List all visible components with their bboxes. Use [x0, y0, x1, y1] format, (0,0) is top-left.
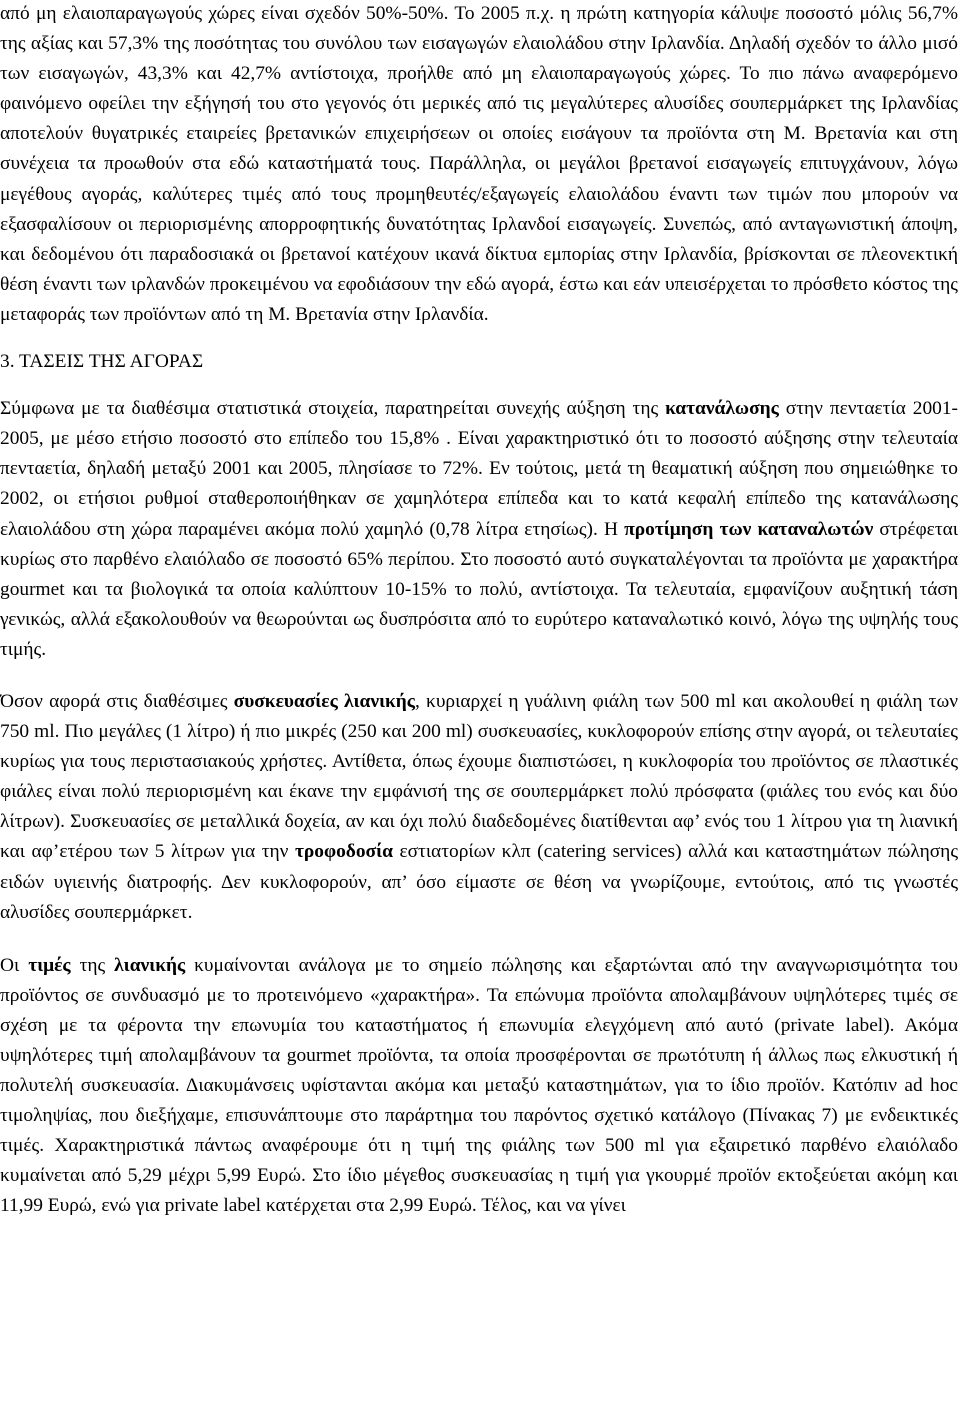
bold-term-consumer-preference: προτίμηση των καταναλωτών [624, 518, 874, 540]
bold-term-catering-supply: τροφοδοσία [294, 841, 393, 863]
paragraph-text: κυμαίνονται ανάλογα με το σημείο πώλησης και εξαρτώνται από την αναγνωρισιμότητα του προϊόντος σε συνδυασμό με το προτεινόμενο «χαρακτήρα». Τα επώνυμα προϊόντα απολαμβάνουν υψηλότερες τιμές σε σχέση με τα φέροντα την επωνυμία του καταστήματος ή επωνυμία ελεγχόμενη από αυτό (private label). Ακόμα υψηλότερες τιμή απολαμβάνουν τα gourmet προϊόντα, τα οποία προσφέρονται σε πρωτότυπη ή άλλως πως ελκυστική ή πολυτελή συσκευασία. Διακυμάνσεις υφίστανται ακόμα και μεταξύ καταστημάτων, για το ίδιο προϊόν. Κατόπιν ad hoc τιμοληψίας, που διεξήχαμε, επισυνάπτουμε στο παράρτημα του παρόντος σχετικό κατάλογο (Πίνακας 7) με ενδεικτικές τιμές. Χαρακτηριστικά πάντως αναφέρουμε ότι η τιμή της φιάλης των 500 ml για εξαιρετικό παρθένο ελαιόλαδο κυμαίνεται από 5,29 μέχρι 5,99 Ευρώ. Στο ίδιο μέγεθος συσκευασίας η τιμή για γκουρμέ προϊόν εκτοξεύεται ακόμη και 11,99 Ευρώ, ενώ για private label κατέρχεται στα 2,99 Ευρώ. Τέλος, και να γίνει [0, 954, 958, 1217]
paragraph-text: Όσον αφορά στις διαθέσιμες [0, 690, 234, 712]
paragraph-imports [0, 0, 958, 330]
paragraph-consumption [0, 394, 958, 665]
paragraph-packaging [0, 687, 958, 928]
bold-term-prices: τιμές [28, 954, 71, 976]
paragraph-text: στρέφεται κυρίως στο παρθένο ελαιόλαδο σε ποσοστό 65% περίπου. Στο ποσοστό αυτό συγκαταλέγονται τα προϊόντα με χαρακτήρα gourmet και τα βιολογικά τα οποία καλύπτουν 10-15% το πολύ, αντίστοιχα. Τα τελευταία, εμφανίζουν αυξητική τάση γενικώς, αλλά εξακολουθούν να θεωρούνται ως δυσπρόσιτα από το ευρύτερο καταναλωτικό κοινό, λόγω της υψηλής τους τιμής. [0, 518, 958, 660]
bold-term-retail: λιανικής [114, 954, 186, 976]
paragraph-text: Σύμφωνα με τα διαθέσιμα στατιστικά στοιχεία, παρατηρείται συνεχής αύξηση της [0, 398, 666, 420]
bold-term-retail-packaging: συσκευασίες λιανικής [233, 690, 415, 712]
paragraph-text: της [70, 954, 115, 976]
paragraph-text: εστιατορίων κλπ (catering services) αλλά και καταστημάτων πώλησης ειδών υγιεινής διατροφής. Δεν κυκλοφορούν, απ’ όσο είμαστε σε θέση να γνωρίζουμε, εντούτοις, από τις γνωστές αλυσίδες σουπερμάρκετ. [0, 841, 958, 923]
paragraph-prices [0, 951, 958, 1222]
paragraph-text: Οι [0, 954, 29, 976]
paragraph-text: στην πενταετία 2001-2005, με μέσο ετήσιο ποσοστό στο επίπεδο του 15,8% . Είναι χαρακτηριστικό ότι το ποσοστό αύξησης στην τελευταία πενταετία, δηλαδή μεταξύ 2001 και 2005, πλησίασε το 72%. Εν τούτοις, μετά τη θεαματική αύξηση που σημειώθηκε το 2002, οι ετήσιοι ρυθμοί σταθεροποιήθηκαν σε χαμηλότερα επίπεδα και το κατά κεφαλή επίπεδο της κατανάλωσης ελαιολάδου στη χώρα παραμένει ακόμα πολύ χαμηλό (0,78 λίτρα ετησίως). Η [0, 398, 958, 540]
bold-term-consumption: κατανάλωσης [665, 398, 779, 420]
section-heading: 3. ΤΑΣΕΙΣ ΤΗΣ ΑΓΟΡΑΣ [0, 351, 204, 373]
paragraph-text: , κυριαρχεί η γυάλινη φιάλη των 500 ml και ακολουθεί η φιάλη των 750 ml. Πιο μεγάλες (1 λίτρο) ή πιο μικρές (250 και 200 ml) συσκευασίες, κυκλοφορούν επίσης στην αγορά, οι τελευταίες κυρίως για τους περιστασιακούς χρήστες. Αντίθετα, όπως έχουμε διαπιστώσει, η κυκλοφορία του προϊόντος σε πλαστικές φιάλες είναι πολύ περιορισμένη και έκανε την εμφάνισή της σε σουπερμάρκετ πολύ πρόσφατα (φιάλες του ενός και δύο λίτρων). Συσκευασίες σε μεταλλικά δοχεία, αν και όχι πολύ διαδεδομένες διατίθενται αφ’ ενός του 1 λίτρου για τη λιανική και αφ’ετέρου των 5 λίτρων για την [0, 690, 958, 863]
paragraph-text: από μη ελαιοπαραγωγούς χώρες είναι σχεδόν 50%-50%. Το 2005 π.χ. η πρώτη κατηγορία κάλυψε ποσοστό μόλις 56,7% της αξίας και 57,3% της ποσότητας του συνόλου των εισαγωγών ελαιολάδου στην Ιρλανδία. Δηλαδή σχεδόν το άλλο μισό των εισαγωγών, 43,3% και 42,7% αντίστοιχα, προήλθε από μη ελαιοπαραγωγούς χώρες. Το πιο πάνω αναφερόμενο φαινόμενο οφείλει την εξήγησή του στο γεγονός ότι μερικές από τις μεγαλύτερες αλυσίδες σουπερμάρκετ της Ιρλανδίας αποτελούν θυγατρικές εταιρείες βρετανικών επιχειρήσεων οι οποίες εισάγουν τα προϊόντα στη Μ. Βρετανία και στη συνέχεια τα προωθούν στα εδώ καταστήματά τους. Παράλληλα, οι μεγάλοι βρετανοί εισαγωγείς επιτυγχάνουν, λόγω μεγέθους αγοράς, καλύτερες τιμές από τους προμηθευτές/εξαγωγείς ελαιολάδου έναντι των τιμών που μπορούν να εξασφαλίσουν οι περιορισμένης απορροφητικής δυνατότητας Ιρλανδοί εισαγωγείς. Συνεπώς, από ανταγωνιστική άποψη, και δεδομένου ότι παραδοσιακά οι βρετανοί κατέχουν ικανά δίκτυα εμπορίας στην Ιρλανδία, βρίσκονται σε πλεονεκτική θέση έναντι των ιρλανδών προκειμένου να εφοδιάσουν την εδώ αγορά, έστω και εάν υπεισέρχεται το πρόσθετο κόστος της μεταφοράς των προϊόντων από τη Μ. Βρετανία στην Ιρλανδία. [0, 3, 958, 325]
